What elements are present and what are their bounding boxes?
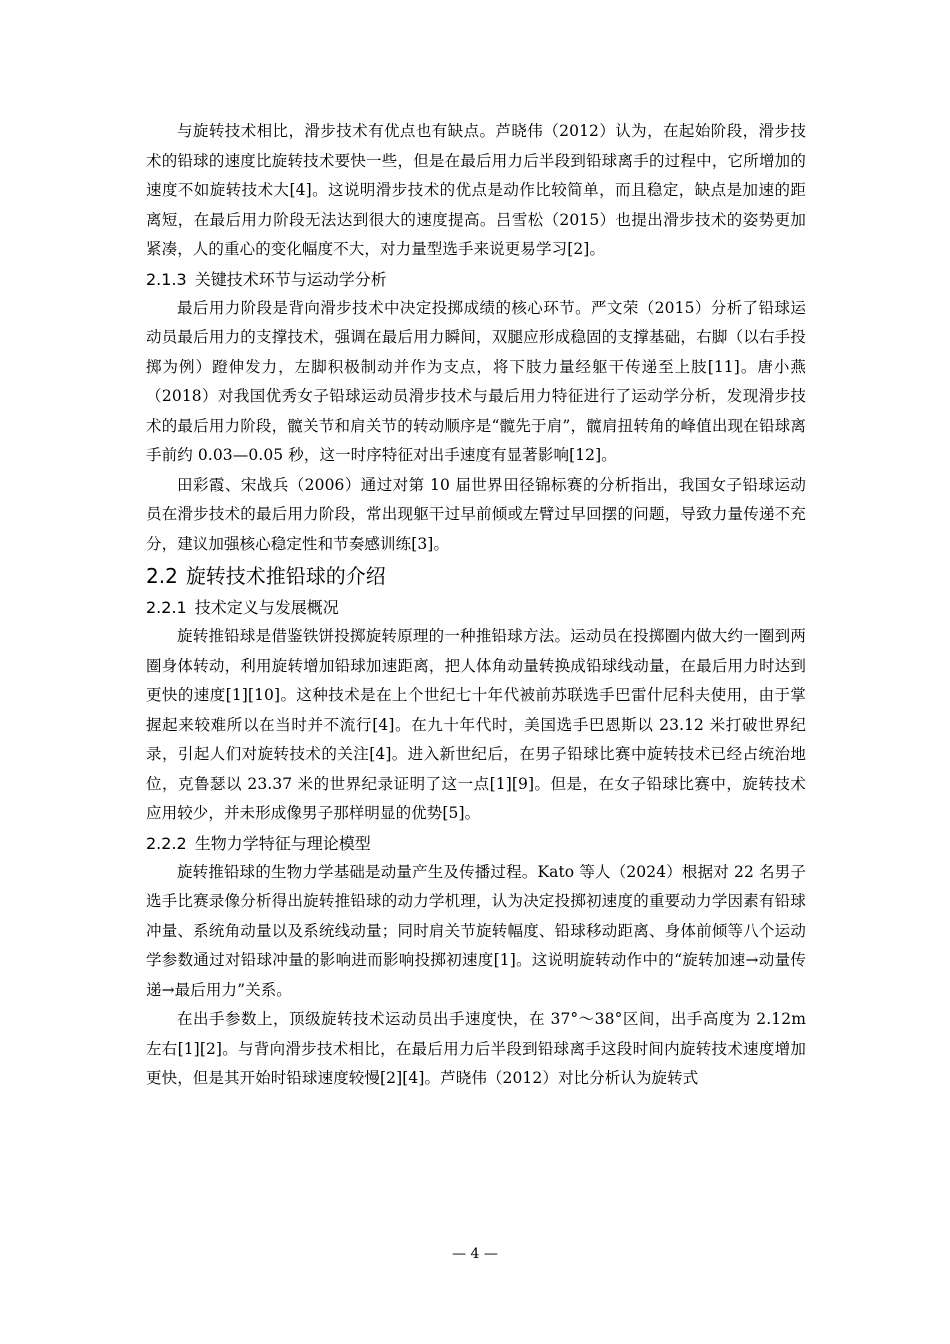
page-number: — 4 — xyxy=(452,1246,498,1262)
heading-text: 技术定义与发展概况 xyxy=(194,598,339,617)
paragraph-rotation-definition: 旋转推铅球是借鉴铁饼投掷旋转原理的一种推铅球方法。运动员在投掷圈内做大约一圈到两圈身体转动，利用旋转增加铅球加速距离，把人体角动量转换成铅球线动量，在最后用力时达到更快的速度[1][10]。这种技术是在上个世纪七十年代被前苏联选手巴雷什尼科夫使用，由于掌握起来较难所以在当时并不流行[4]。在九十年代时，美国选手巴恩斯以 23.12 米打破世界纪录，引起人们对旋转技术的关注[4]。进入新世纪后，在男子铅球比赛中旋转技术已经占统治地位，克鲁瑟以 23.37 米的世界纪录证明了这一点[1][9]。但是，在女子铅球比赛中，旋转技术应用较少，并未形成像男子那样明显的优势[5]。 xyxy=(146,627,806,822)
heading-2-2 xyxy=(146,559,806,593)
page-content xyxy=(146,117,806,1094)
heading-text: 旋转技术推铅球的介绍 xyxy=(185,564,386,588)
paragraph-female-athletes-issues: 田彩霞、宋战兵（2006）通过对第 10 届世界田径锦标赛的分析指出，我国女子铅球运动员在滑步技术的最后用力阶段，常出现躯干过早前倾或左臂过早回摆的问题，导致力量传递不充分，建议加强核心稳定性和节奏感训练[3]。 xyxy=(146,475,806,553)
heading-text: 关键技术环节与运动学分析 xyxy=(194,269,387,289)
heading-number: 2.2.1 xyxy=(146,598,187,617)
paragraph-final-force-phase: 最后用力阶段是背向滑步技术中决定投掷成绩的核心环节。严文荣（2015）分析了铅球运动员最后用力的支撑技术，强调在最后用力瞬间，双腿应形成稳固的支撑基础，右脚（以右手投掷为例）蹬伸发力，左脚积极制动并作为支点，将下肢力量经躯干传递至上肢[11]。唐小燕（2018）对我国优秀女子铅球运动员滑步技术与最后用力特征进行了运动学分析，发现滑步技术的最后用力阶段，髋关节和肩关节的转动顺序是“髋先于肩”，髋肩扭转角的峰值出现在铅球离手前约 0.03—0.05 秒，这一时序特征对出手速度有显著影响[12]。 xyxy=(146,298,806,464)
heading-number: 2.2 xyxy=(146,564,178,588)
paragraph-slide-vs-rotation: 与旋转技术相比，滑步技术有优点也有缺点。芦晓伟（2012）认为，在起始阶段，滑步技术的铅球的速度比旋转技术要快一些，但是在最后用力后半段到铅球离手的过程中，它所增加的速度不如旋转技术大[4]。这说明滑步技术的优点是动作比较简单，而且稳定，缺点是加速的距离短，在最后用力阶段无法达到很大的速度提高。吕雪松（2015）也提出滑步技术的姿势更加紧凑，人的重心的变化幅度不大，对力量型选手来说更易学习[2]。 xyxy=(146,122,806,258)
paragraph-release-parameters: 在出手参数上，顶级旋转技术运动员出手速度快，在 37°～38°区间，出手高度为 2.12m 左右[1][2]。与背向滑步技术相比，在最后用力后半段到铅球离手这段时间内旋转技术速度增加更快，但是其开始时铅球速度较慢[2][4]。芦晓伟（2012）对比分析认为旋转式 xyxy=(146,1010,806,1087)
paragraph-biomechanics: 旋转推铅球的生物力学基础是动量产生及传播过程。Kato 等人（2024）根据对 22 名男子选手比赛录像分析得出旋转推铅球的动力学机理，认为决定投掷初速度的重要动力学因素有铅球冲量、系统角动量以及系统线动量；同时肩关节旋转幅度、铅球移动距离、身体前倾等八个运动学参数通过对铅球冲量的影响进而影响投掷初速度[1]。这说明旋转动作中的“旋转加速→动量传递→最后用力”关系。 xyxy=(146,862,806,999)
heading-2-2-1 xyxy=(146,593,806,622)
heading-text: 生物力学特征与理论模型 xyxy=(194,833,371,853)
heading-2-2-2 xyxy=(146,829,806,858)
heading-number: 2.2.2 xyxy=(146,833,187,853)
heading-number: 2.1.3 xyxy=(146,269,187,289)
heading-2-1-3 xyxy=(146,265,806,294)
